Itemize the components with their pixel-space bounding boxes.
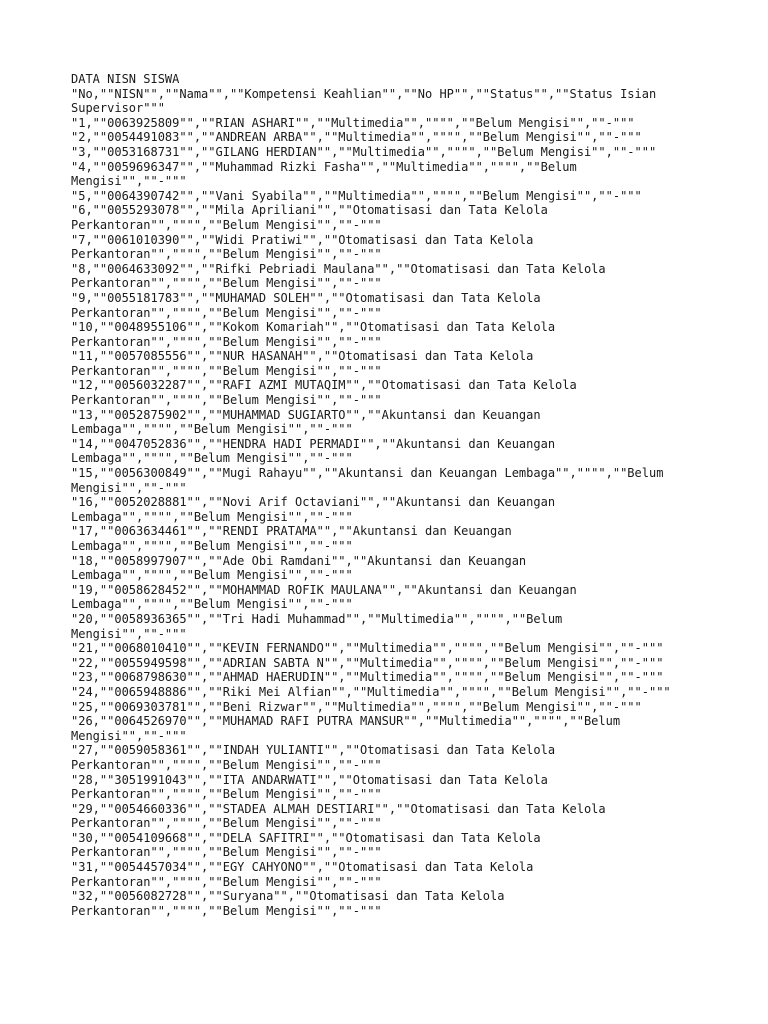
document-line: Perkantoran"","""",""Belum Mengisi"",""-"""	[71, 757, 382, 772]
document-line: Perkantoran"","""",""Belum Mengisi"",""-"""	[71, 816, 382, 831]
document-line: "11,""0057085556"",""NUR HASANAH"",""Otomatisasi dan Tata Kelola	[71, 349, 534, 364]
document-line: "3,""0053168731"",""GILANG HERDIAN"",""Multimedia"","""",""Belum Mengisi"",""-"""	[71, 144, 657, 159]
document-line: "32,""0056082728"",""Suryana"",""Otomatisasi dan Tata Kelola	[71, 889, 505, 904]
document-line: "30,""0054109668"",""DELA SAFITRI"",""Otomatisasi dan Tata Kelola	[71, 830, 541, 845]
document-line: "29,""0054660336"",""STADEA ALMAH DESTIARI"",""Otomatisasi dan Tata Kelola	[71, 801, 606, 816]
document-line: Perkantoran"","""",""Belum Mengisi"",""-"""	[71, 393, 382, 408]
document-line: Lembaga"","""",""Belum Mengisi"",""-"""	[71, 451, 353, 466]
document-line: "22,""0055949598"",""ADRIAN SABTA N"",""Multimedia"","""",""Belum Mengisi"",""-"""	[71, 655, 664, 670]
document-line: Perkantoran"","""",""Belum Mengisi"",""-"""	[71, 363, 382, 378]
document-line: "9,""0055181783"",""MUHAMAD SOLEH"",""Otomatisasi dan Tata Kelola	[71, 290, 541, 305]
document-line: "7,""0061010390"",""Widi Pratiwi"",""Otomatisasi dan Tata Kelola	[71, 232, 534, 247]
document-line: "12,""0056032287"",""RAFI AZMI MUTAQIM"",""Otomatisasi dan Tata Kelola	[71, 378, 577, 393]
document-line: "25,""0069303781"",""Beni Rizwar"",""Multimedia"","""",""Belum Mengisi"",""-"""	[71, 699, 642, 714]
document-line: "26,""0064526970"",""MUHAMAD RAFI PUTRA MANSUR"",""Multimedia"","""",""Belum	[71, 714, 621, 729]
document-line: "20,""0058936365"",""Tri Hadi Muhammad"",""Multimedia"","""",""Belum	[71, 611, 563, 626]
document-line: Perkantoran"","""",""Belum Mengisi"",""-"""	[71, 874, 382, 889]
document-line: "18,""0058997907"",""Ade Obi Ramdani"",""Akuntansi dan Keuangan	[71, 553, 527, 568]
document-line: Mengisi"",""-"""	[71, 728, 187, 743]
document-line: Lembaga"","""",""Belum Mengisi"",""-"""	[71, 597, 353, 612]
document-title: DATA NISN SISWA	[71, 72, 180, 86]
document-text	[71, 72, 711, 918]
document-line: "8,""0064633092"",""Rifki Pebriadi Maulana"",""Otomatisasi dan Tata Kelola	[71, 261, 606, 276]
document-line: "21,""0068010410"",""KEVIN FERNANDO"",""Multimedia"","""",""Belum Mengisi"",""-"""	[71, 641, 664, 656]
document-line: "31,""0054457034"",""EGY CAHYONO"",""Otomatisasi dan Tata Kelola	[71, 860, 534, 875]
document-line: "13,""0052875902"",""MUHAMMAD SUGIARTO"",""Akuntansi dan Keuangan	[71, 407, 541, 422]
document-line: Supervisor"""	[71, 101, 165, 116]
document-line: Mengisi"",""-"""	[71, 174, 187, 189]
document-line: "14,""0047052836"",""HENDRA HADI PERMADI"",""Akuntansi dan Keuangan	[71, 436, 556, 451]
document-line: "16,""0052028881"",""Novi Arif Octaviani"",""Akuntansi dan Keuangan	[71, 495, 556, 510]
document-line: Perkantoran"","""",""Belum Mengisi"",""-"""	[71, 247, 382, 262]
document-line: Perkantoran"","""",""Belum Mengisi"",""-"""	[71, 845, 382, 860]
document-line: "1,""0063925809"",""RIAN ASHARI"",""Multimedia"","""",""Belum Mengisi"",""-"""	[71, 115, 635, 130]
document-line: Perkantoran"","""",""Belum Mengisi"",""-"""	[71, 276, 382, 291]
document-line: Perkantoran"","""",""Belum Mengisi"",""-"""	[71, 787, 382, 802]
document-line: Mengisi"",""-"""	[71, 626, 187, 641]
document-line: "28,""3051991043"",""ITA ANDARWATI"",""Otomatisasi dan Tata Kelola	[71, 772, 548, 787]
document-line: "15,""0056300849"",""Mugi Rahayu"",""Akuntansi dan Keuangan Lembaga"","""",""Belum	[71, 466, 664, 481]
document-line: Perkantoran"","""",""Belum Mengisi"",""-"""	[71, 903, 382, 918]
document-line: "10,""0048955106"",""Kokom Komariah"",""Otomatisasi dan Tata Kelola	[71, 320, 556, 335]
document-line: Mengisi"",""-"""	[71, 480, 187, 495]
document-line: "24,""0065948886"",""Riki Mei Alfian"",""Multimedia"","""",""Belum Mengisi"",""-"""	[71, 684, 671, 699]
document-line: "6,""0055293078"",""Mila Apriliani"",""Otomatisasi dan Tata Kelola	[71, 203, 548, 218]
document-line: "2,""0054491083"",""ANDREAN ARBA"",""Multimedia"","""",""Belum Mengisi"",""-"""	[71, 130, 642, 145]
document-line: "27,""0059058361"",""INDAH YULIANTI"",""Otomatisasi dan Tata Kelola	[71, 743, 556, 758]
document-line: Perkantoran"","""",""Belum Mengisi"",""-"""	[71, 334, 382, 349]
document-line: Lembaga"","""",""Belum Mengisi"",""-"""	[71, 539, 353, 553]
document-line: "4,""0059696347"",""Muhammad Rizki Fasha"",""Multimedia"","""",""Belum	[71, 159, 577, 174]
document-line: Lembaga"","""",""Belum Mengisi"",""-"""	[71, 568, 353, 583]
document-line: Lembaga"","""",""Belum Mengisi"",""-"""	[71, 422, 353, 437]
document-line: "19,""0058628452"",""MOHAMMAD ROFIK MAULANA"",""Akuntansi dan Keuangan	[71, 582, 577, 597]
document-line: "5,""0064390742"",""Vani Syabila"",""Multimedia"","""",""Belum Mengisi"",""-"""	[71, 188, 642, 203]
document-line: Lembaga"","""",""Belum Mengisi"",""-"""	[71, 509, 353, 524]
document-line: Perkantoran"","""",""Belum Mengisi"",""-"""	[71, 217, 382, 232]
document-line: "23,""0068798630"",""AHMAD HAERUDIN"",""Multimedia"","""",""Belum Mengisi"",""-"""	[71, 670, 664, 685]
document-line: "No,""NISN"",""Nama"",""Kompetensi Keahlian"",""No HP"",""Status"",""Status Isian	[71, 86, 657, 101]
document-line: "17,""0063634461"",""RENDI PRATAMA"",""Akuntansi dan Keuangan	[71, 524, 512, 539]
document-line: Perkantoran"","""",""Belum Mengisi"",""-"""	[71, 305, 382, 320]
